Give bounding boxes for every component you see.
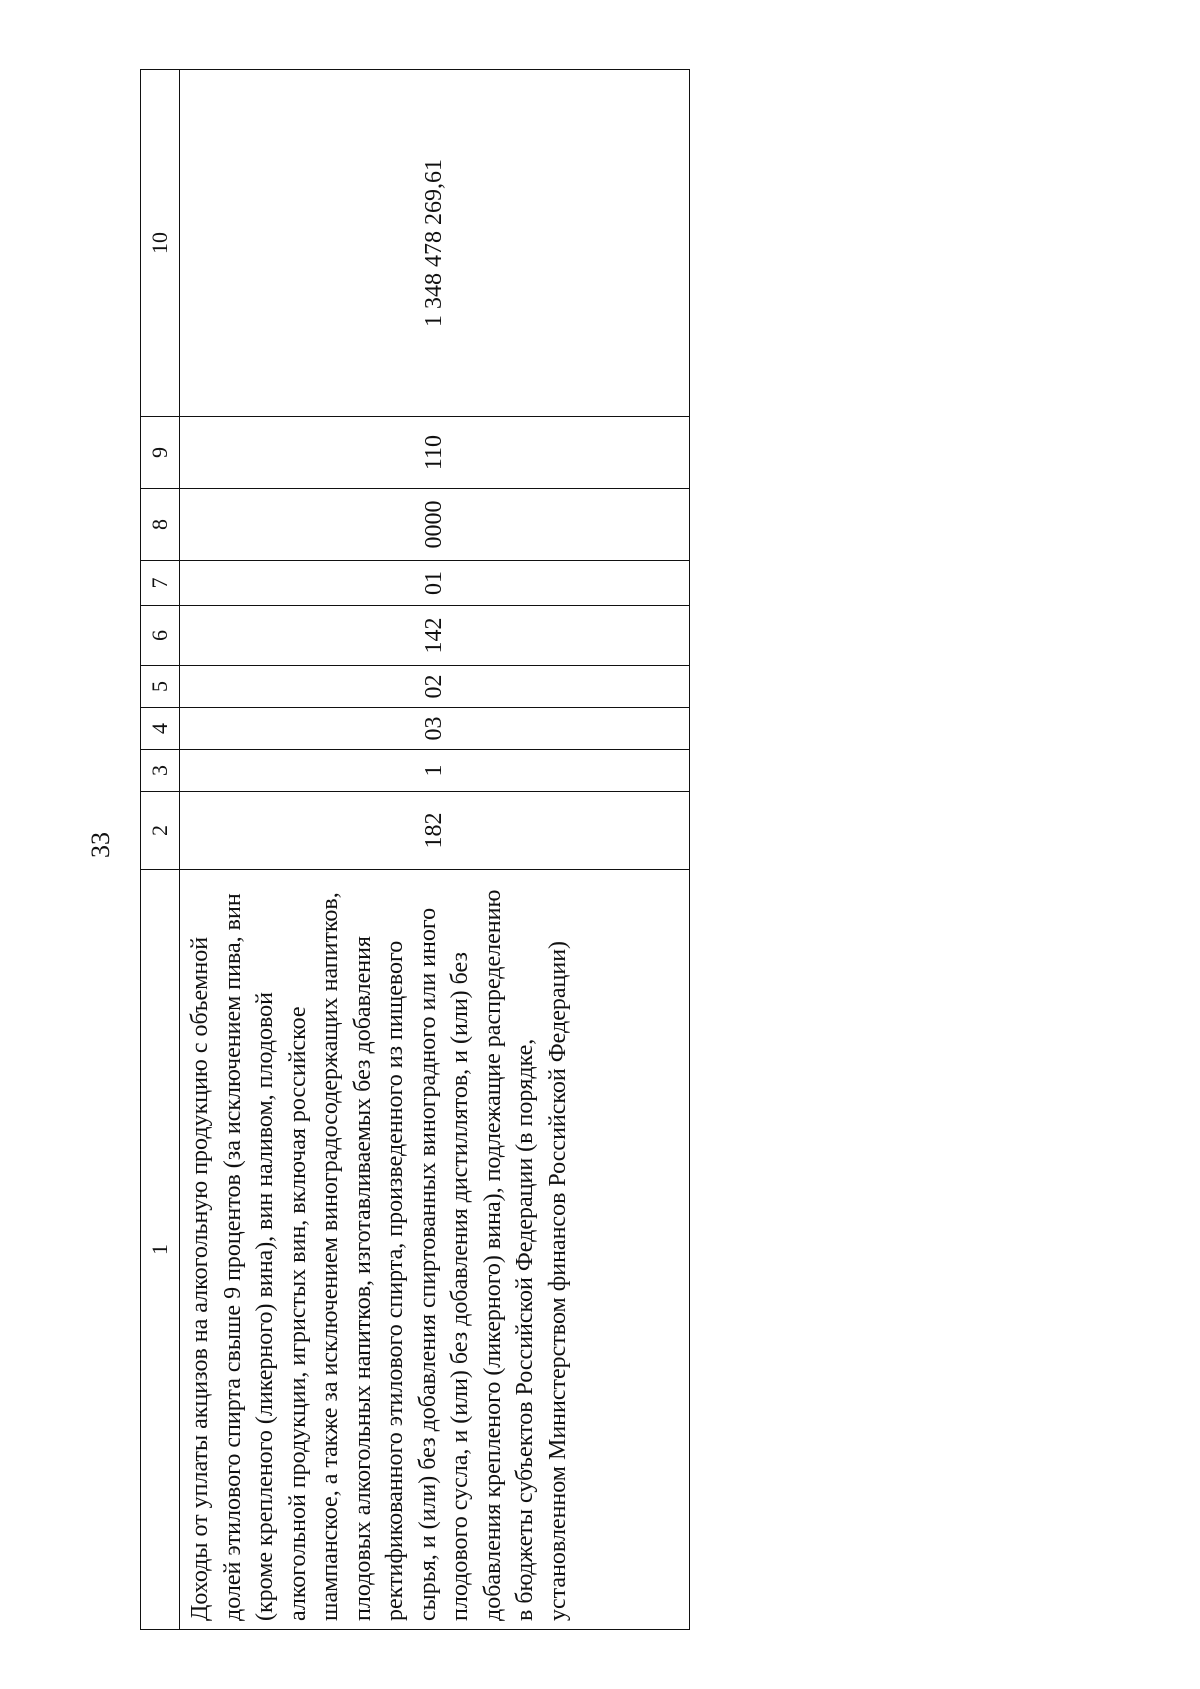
- page-number: 33: [86, 832, 115, 858]
- header-col-1: 1: [141, 870, 180, 1630]
- economic-class-code-cell: 110: [180, 417, 690, 489]
- budget-table: [140, 69, 690, 1630]
- header-col-2: 2: [141, 792, 180, 870]
- amount-cell: 1 348 478 269,61: [180, 70, 690, 417]
- article-code-cell: 02: [180, 666, 690, 708]
- subgroup-code-cell: 03: [180, 708, 690, 750]
- rotated-table-frame: [140, 70, 690, 1630]
- subarticle-code-cell: 142: [180, 606, 690, 666]
- element-code-cell: 01: [180, 561, 690, 606]
- program-code-cell: 0000: [180, 489, 690, 561]
- header-col-7: 7: [141, 561, 180, 606]
- header-col-3: 3: [141, 750, 180, 792]
- table-row: [180, 70, 690, 1630]
- budget-table-container: [140, 70, 690, 1630]
- header-col-5: 5: [141, 666, 180, 708]
- header-col-6: 6: [141, 606, 180, 666]
- header-row: [141, 70, 180, 1630]
- admin-code-cell: 182: [180, 792, 690, 870]
- row-description: Доходы от уплаты акцизов на алкогольную продукцию с объемной долей этилового спирта свыше 9 процентов (за исключением пива, вин (кроме крепленого (ликерного) вина), вин наливом, плодовой алкогольной продукции, игристых вин, включая российское шампанское, а также за исключением виноградосодержащих напитков, плодовых алкогольных напитков, изготавливаемых без добавления ректификованного этилового спирта, произведенного из пищевого сырья, и (или) без добавления спиртованных виноградного или иного плодового сусла, и (или) без добавления дистиллятов, и (или) без добавления крепленого (ликерного) вина), подлежащие распределению в бюджеты субъектов Российской Федерации (в порядке, установленном Министерством финансов Российской Федерации): [180, 870, 690, 1630]
- group-code-cell: 1: [180, 750, 690, 792]
- header-col-4: 4: [141, 708, 180, 750]
- header-col-9: 9: [141, 417, 180, 489]
- header-col-10: 10: [141, 70, 180, 417]
- header-col-8: 8: [141, 489, 180, 561]
